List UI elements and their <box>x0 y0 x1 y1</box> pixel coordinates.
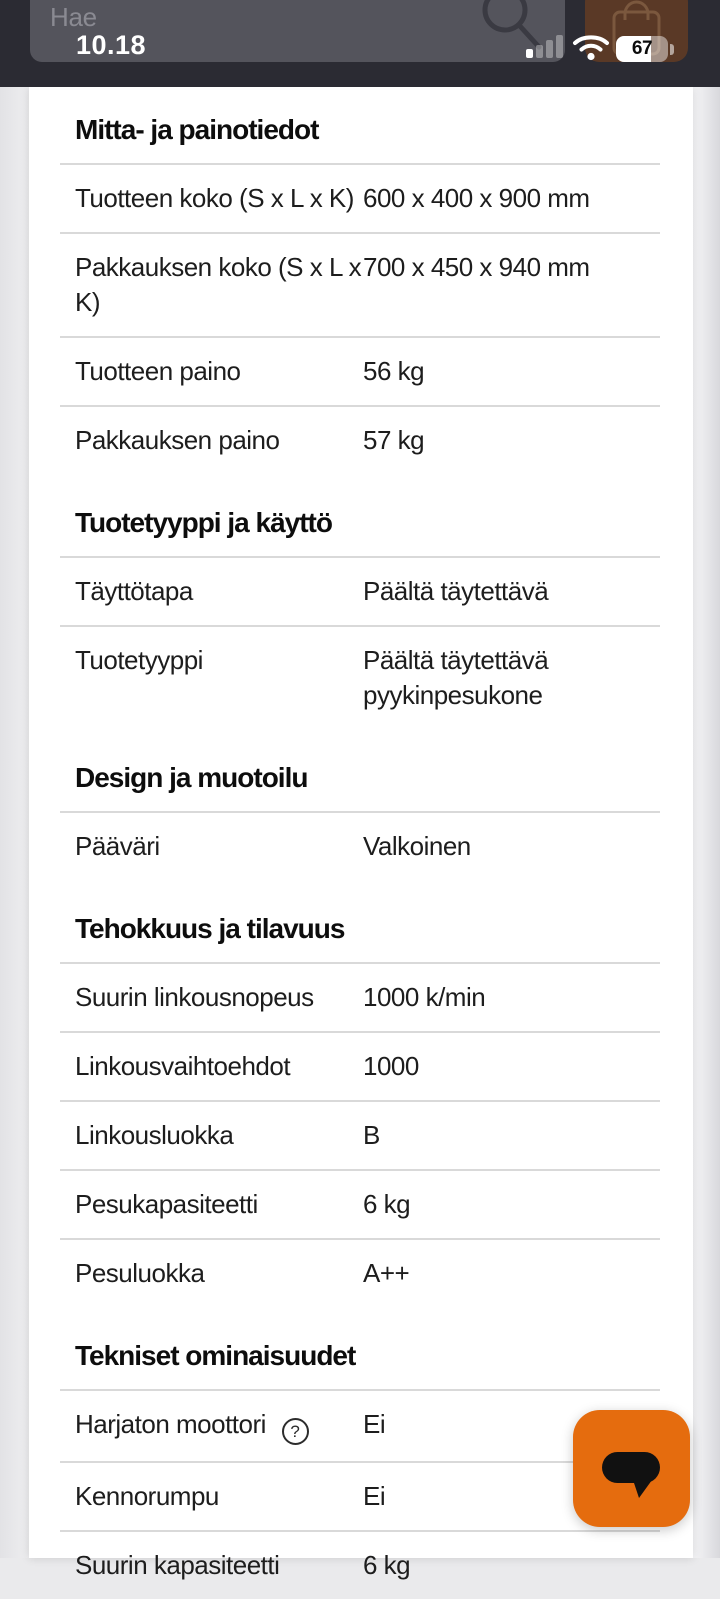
spec-row <box>60 1100 660 1169</box>
spec-value: 1000 k/min <box>363 982 486 1012</box>
spec-label-text: Tuotteen paino <box>75 356 241 386</box>
section-title: Mitta- ja painotiedot <box>75 114 319 145</box>
spec-value: 57 kg <box>363 425 425 455</box>
spec-row <box>60 556 660 625</box>
spec-row <box>60 232 660 336</box>
spec-row <box>60 1169 660 1238</box>
spec-label-text: Suurin linkousnopeus <box>75 982 314 1012</box>
spec-label-text: Tuotteen koko (S x L x K) <box>75 183 354 213</box>
spec-label-text: Kennorumpu <box>75 1481 219 1511</box>
spec-label-text: Linkousluokka <box>75 1120 234 1150</box>
spec-row <box>60 1031 660 1100</box>
spec-row <box>60 1530 660 1599</box>
spec-label <box>75 1479 363 1514</box>
battery-percent: 67 <box>631 38 653 59</box>
spec-row <box>60 1389 660 1461</box>
spec-row <box>60 811 660 880</box>
spec-label <box>75 1187 363 1222</box>
section-rows <box>60 811 660 880</box>
section-title: Design ja muotoilu <box>75 762 308 793</box>
product-specs-card <box>29 87 693 1580</box>
spec-label <box>75 423 363 458</box>
spec-label <box>75 1548 363 1583</box>
spec-label-text: Pääväri <box>75 831 160 861</box>
battery-cap <box>670 44 674 55</box>
spec-label-text: Linkousvaihtoehdot <box>75 1051 291 1081</box>
spec-section <box>60 113 660 474</box>
spec-value: 600 x 400 x 900 mm <box>363 183 590 213</box>
spec-row <box>60 1461 660 1530</box>
spec-value: 700 x 450 x 940 mm <box>363 252 590 282</box>
spec-label-text: Suurin kapasiteetti <box>75 1550 280 1580</box>
spec-row <box>60 163 660 232</box>
spec-row <box>60 405 660 474</box>
chat-button[interactable] <box>573 1410 690 1527</box>
spec-label <box>75 1118 363 1153</box>
spec-label <box>75 829 363 864</box>
spec-value: B <box>363 1120 380 1150</box>
spec-row <box>60 1238 660 1307</box>
spec-value: Päältä täytettävä <box>363 576 549 606</box>
spec-value: A++ <box>363 1258 410 1288</box>
search-placeholder: Hae <box>50 2 97 32</box>
section-title: Tekniset ominaisuudet <box>75 1340 356 1371</box>
spec-section <box>60 506 660 729</box>
section-title: Tehokkuus ja tilavuus <box>75 913 345 944</box>
help-icon[interactable]: ? <box>282 1418 309 1445</box>
spec-label-text: Pakkauksen koko (S x L x K) <box>75 252 362 317</box>
spec-value: Ei <box>363 1409 386 1439</box>
spec-label <box>75 354 363 389</box>
status-time: 10.18 <box>76 30 147 60</box>
spec-value: Ei <box>363 1481 386 1511</box>
chat-bubble-icon <box>573 1410 690 1527</box>
wifi-icon <box>572 34 610 61</box>
spec-label <box>75 250 363 320</box>
top-header-bar <box>0 0 720 87</box>
spec-value: 6 kg <box>363 1189 411 1219</box>
spec-section <box>60 912 660 1307</box>
spec-row <box>60 962 660 1031</box>
spec-label-text: Pesuluokka <box>75 1258 205 1288</box>
spec-label-text: Harjaton moottori <box>75 1409 266 1439</box>
spec-label <box>75 574 363 609</box>
spec-label-text: Pakkauksen paino <box>75 425 280 455</box>
battery-indicator <box>616 36 668 62</box>
cellular-signal-icon <box>526 33 566 59</box>
spec-label <box>75 980 363 1015</box>
section-title: Tuotetyyppi ja käyttö <box>75 507 332 538</box>
spec-value: 56 kg <box>363 356 425 386</box>
spec-label-text: Tuotetyyppi <box>75 645 203 675</box>
spec-label-text: Täyttötapa <box>75 576 193 606</box>
spec-label <box>75 1407 363 1445</box>
spec-section <box>60 761 660 880</box>
page-gutter-right <box>693 87 720 1558</box>
section-rows <box>60 163 660 474</box>
spec-sections <box>60 113 660 1599</box>
spec-value: 1000 <box>363 1051 419 1081</box>
spec-row <box>60 336 660 405</box>
section-rows <box>60 962 660 1307</box>
section-rows <box>60 1389 660 1599</box>
spec-label <box>75 643 363 678</box>
spec-section <box>60 1339 660 1599</box>
spec-label <box>75 1049 363 1084</box>
spec-value: Valkoinen <box>363 831 471 861</box>
page-gutter-left <box>0 87 29 1558</box>
spec-label-text: Pesukapasiteetti <box>75 1189 258 1219</box>
spec-value: 6 kg <box>363 1550 411 1580</box>
section-rows <box>60 556 660 729</box>
spec-row <box>60 625 660 729</box>
spec-label <box>75 1256 363 1291</box>
spec-label <box>75 181 363 216</box>
spec-value: Päältä täytettävä pyykinpesukone <box>363 645 549 710</box>
